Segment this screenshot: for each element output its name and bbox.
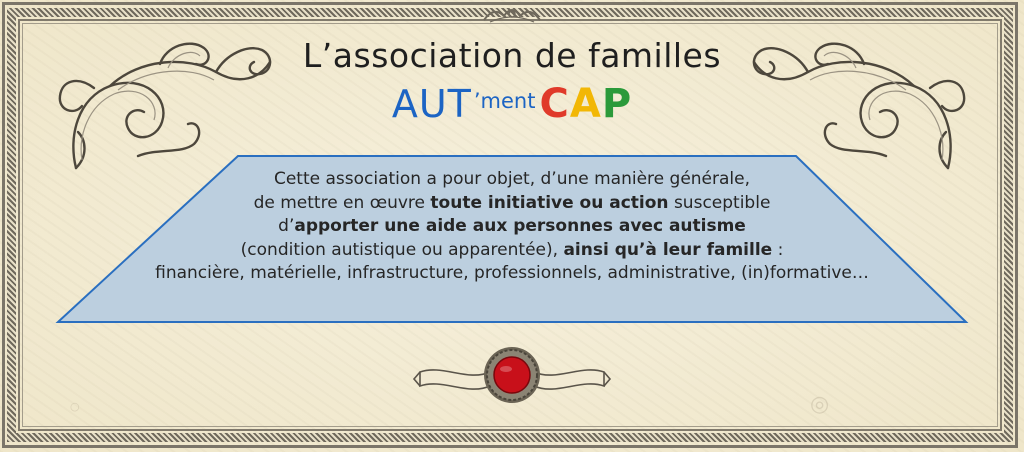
description-line	[108, 239, 916, 263]
description-segment: (condition autistique ou apparentée),	[240, 239, 564, 260]
brand-cap-letter: C	[539, 81, 570, 127]
brand-ment-text: ’ment	[473, 89, 536, 113]
description-segment: :	[772, 239, 784, 260]
description-emphasis: apporter une aide aux personnes avec autisme	[294, 216, 746, 236]
description-emphasis: ainsi qu’à leur famille	[563, 239, 773, 260]
description-segment: d’	[278, 216, 295, 236]
description-emphasis: toute initiative ou action	[430, 192, 669, 213]
brand-aut-text: AUT	[391, 82, 472, 126]
description-segment: de mettre en œuvre	[253, 192, 431, 213]
description-segment: susceptible	[668, 192, 771, 213]
certificate: L’association de familles AUT’ment CAP Cette association a pour objet, d’une manière générale, de mettre en œuvre toute initiative ou action susceptible d’apporter une aide aux personnes avec autisme (condition autistique ou apparentée), ainsi qu’à leur famille : financière, matérielle, infrastructure, professionnels, administrative, (in)formative… ○ ◎	[0, 0, 1024, 452]
wax-seal-icon	[412, 342, 612, 406]
description-line	[108, 262, 916, 286]
description-line	[108, 215, 916, 239]
description-line	[108, 168, 916, 192]
description-segment: Cette association a pour objet, d’une manière générale,	[273, 169, 751, 189]
description-text	[108, 168, 916, 286]
description-line	[108, 192, 916, 216]
brand-cap-letter: A	[569, 81, 602, 127]
brand-cap-letter: P	[601, 81, 633, 127]
description-segment: financière, matérielle, infrastructure, professionnels, administrative, (in)formative…	[155, 263, 869, 283]
certificate-title: L’association de familles	[302, 36, 722, 75]
